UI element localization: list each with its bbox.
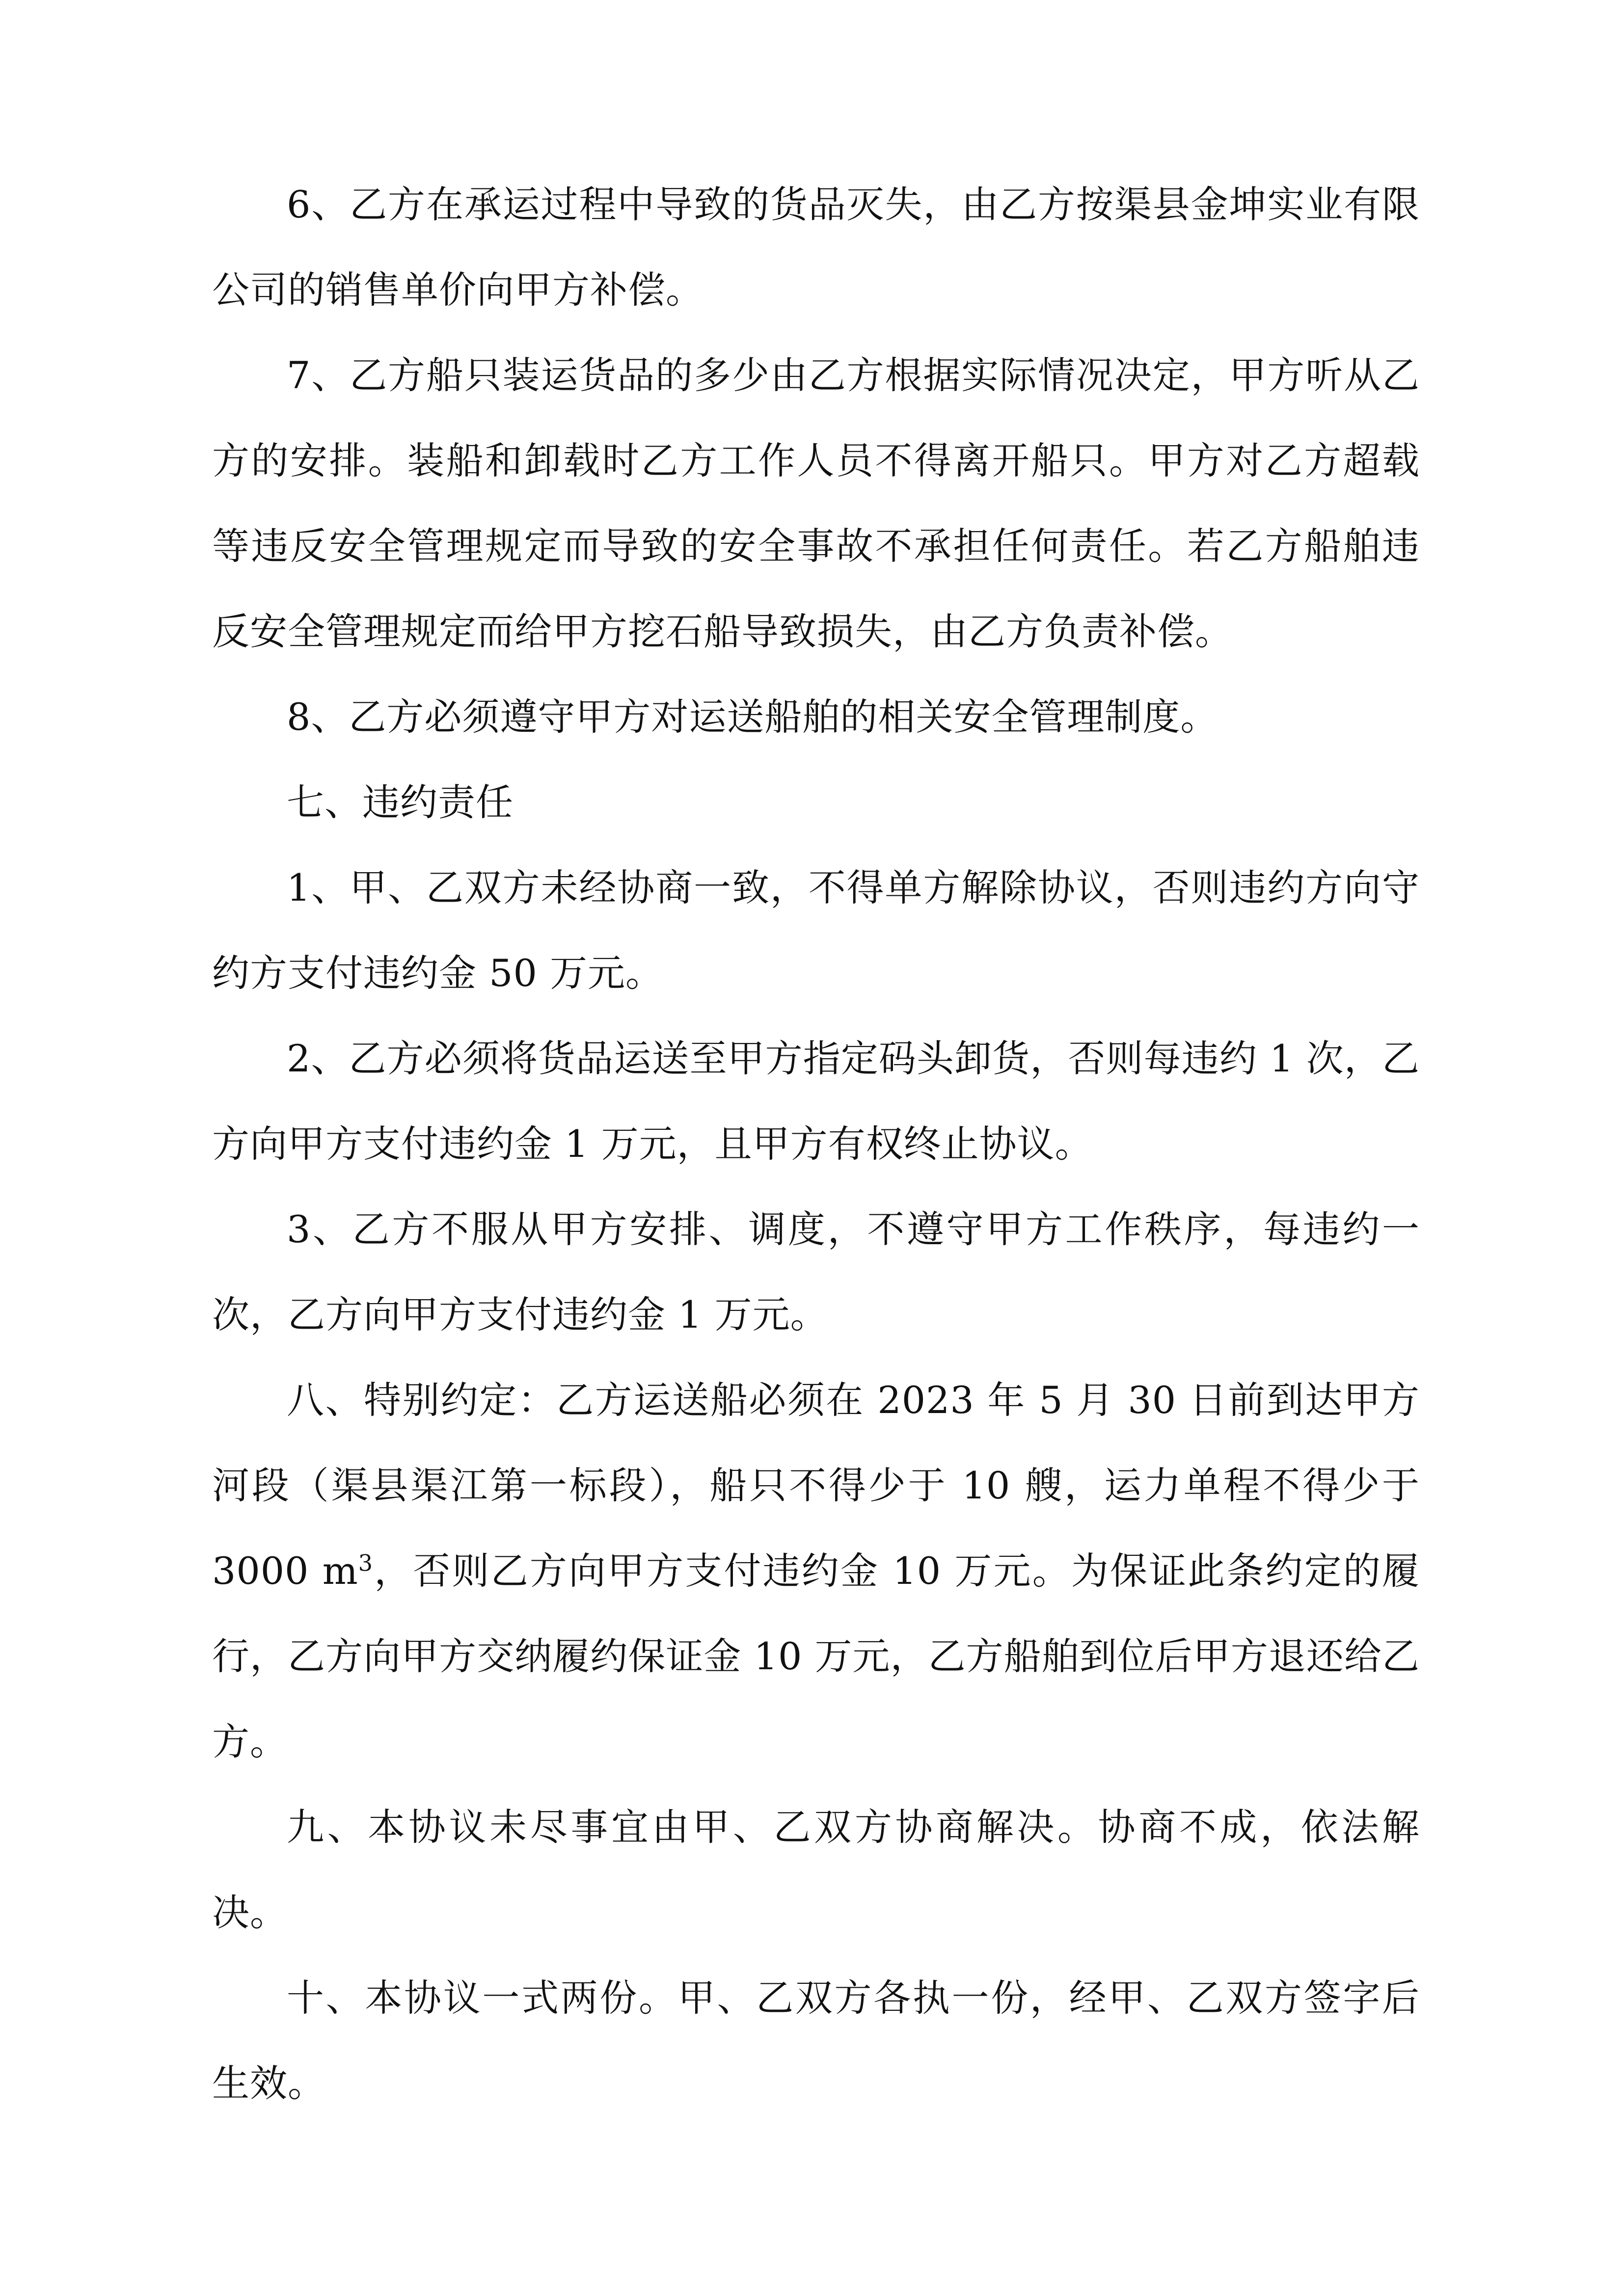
unit-base: m: [322, 1549, 358, 1593]
special-clause: [212, 1358, 1420, 1785]
unit-superscript: 3: [358, 1549, 374, 1576]
breach-clause-3: 3、乙方不服从甲方安排、调度，不遵守甲方工作秩序，每违约一次，乙方向甲方支付违约金 1 万元。: [212, 1207, 1420, 1336]
breach-clause-2: 2、乙方必须将货品运送至甲方指定码头卸货，否则每违约 1 次，乙方向甲方支付违约金 1 万元，且甲方有权终止协议。: [212, 1037, 1420, 1166]
special-clause-text-start: 八、特别约定：乙方运送船必须在 2023 年 5 月 30 日前到达甲方河段（渠县渠江第一标段），船只不得少于 10 艘，运力单程不得少于 3000: [212, 1378, 1420, 1593]
section-heading-breach-liability: 七、违约责任: [287, 780, 514, 824]
cubic-meter-unit: [323, 1549, 373, 1593]
clause-10: 十、本协议一式两份。甲、乙双方各执一份，经甲、乙双方签字后生效。: [212, 1976, 1420, 2105]
special-clause-text-end: ，否则乙方向甲方支付违约金 10 万元。为保证此条约定的履行，乙方向甲方交纳履约保证金 10 万元，乙方船舶到位后甲方退还给乙方。: [212, 1549, 1420, 1763]
clause-6: 6、乙方在承运过程中导致的货品灭失，由乙方按渠县金坤实业有限公司的销售单价向甲方补偿。: [212, 183, 1420, 312]
breach-clause-1: 1、甲、乙双方未经协商一致，不得单方解除协议，否则违约方向守约方支付违约金 50 万元。: [212, 866, 1420, 995]
clause-8: 8、乙方必须遵守甲方对运送船舶的相关安全管理制度。: [287, 695, 1218, 739]
clause-7: 7、乙方船只装运货品的多少由乙方根据实际情况决定，甲方听从乙方的安排。装船和卸载时乙方工作人员不得离开船只。甲方对乙方超载等违反安全管理规定而导致的安全事故不承担任何责任。若乙方船舶违反安全管理规定而给甲方挖石船导致损失，由乙方负责补偿。: [212, 353, 1420, 653]
clause-9: 九、本协议未尽事宜由甲、乙双方协商解决。协商不成，依法解决。: [212, 1805, 1420, 1934]
document-body: [212, 162, 1420, 2126]
